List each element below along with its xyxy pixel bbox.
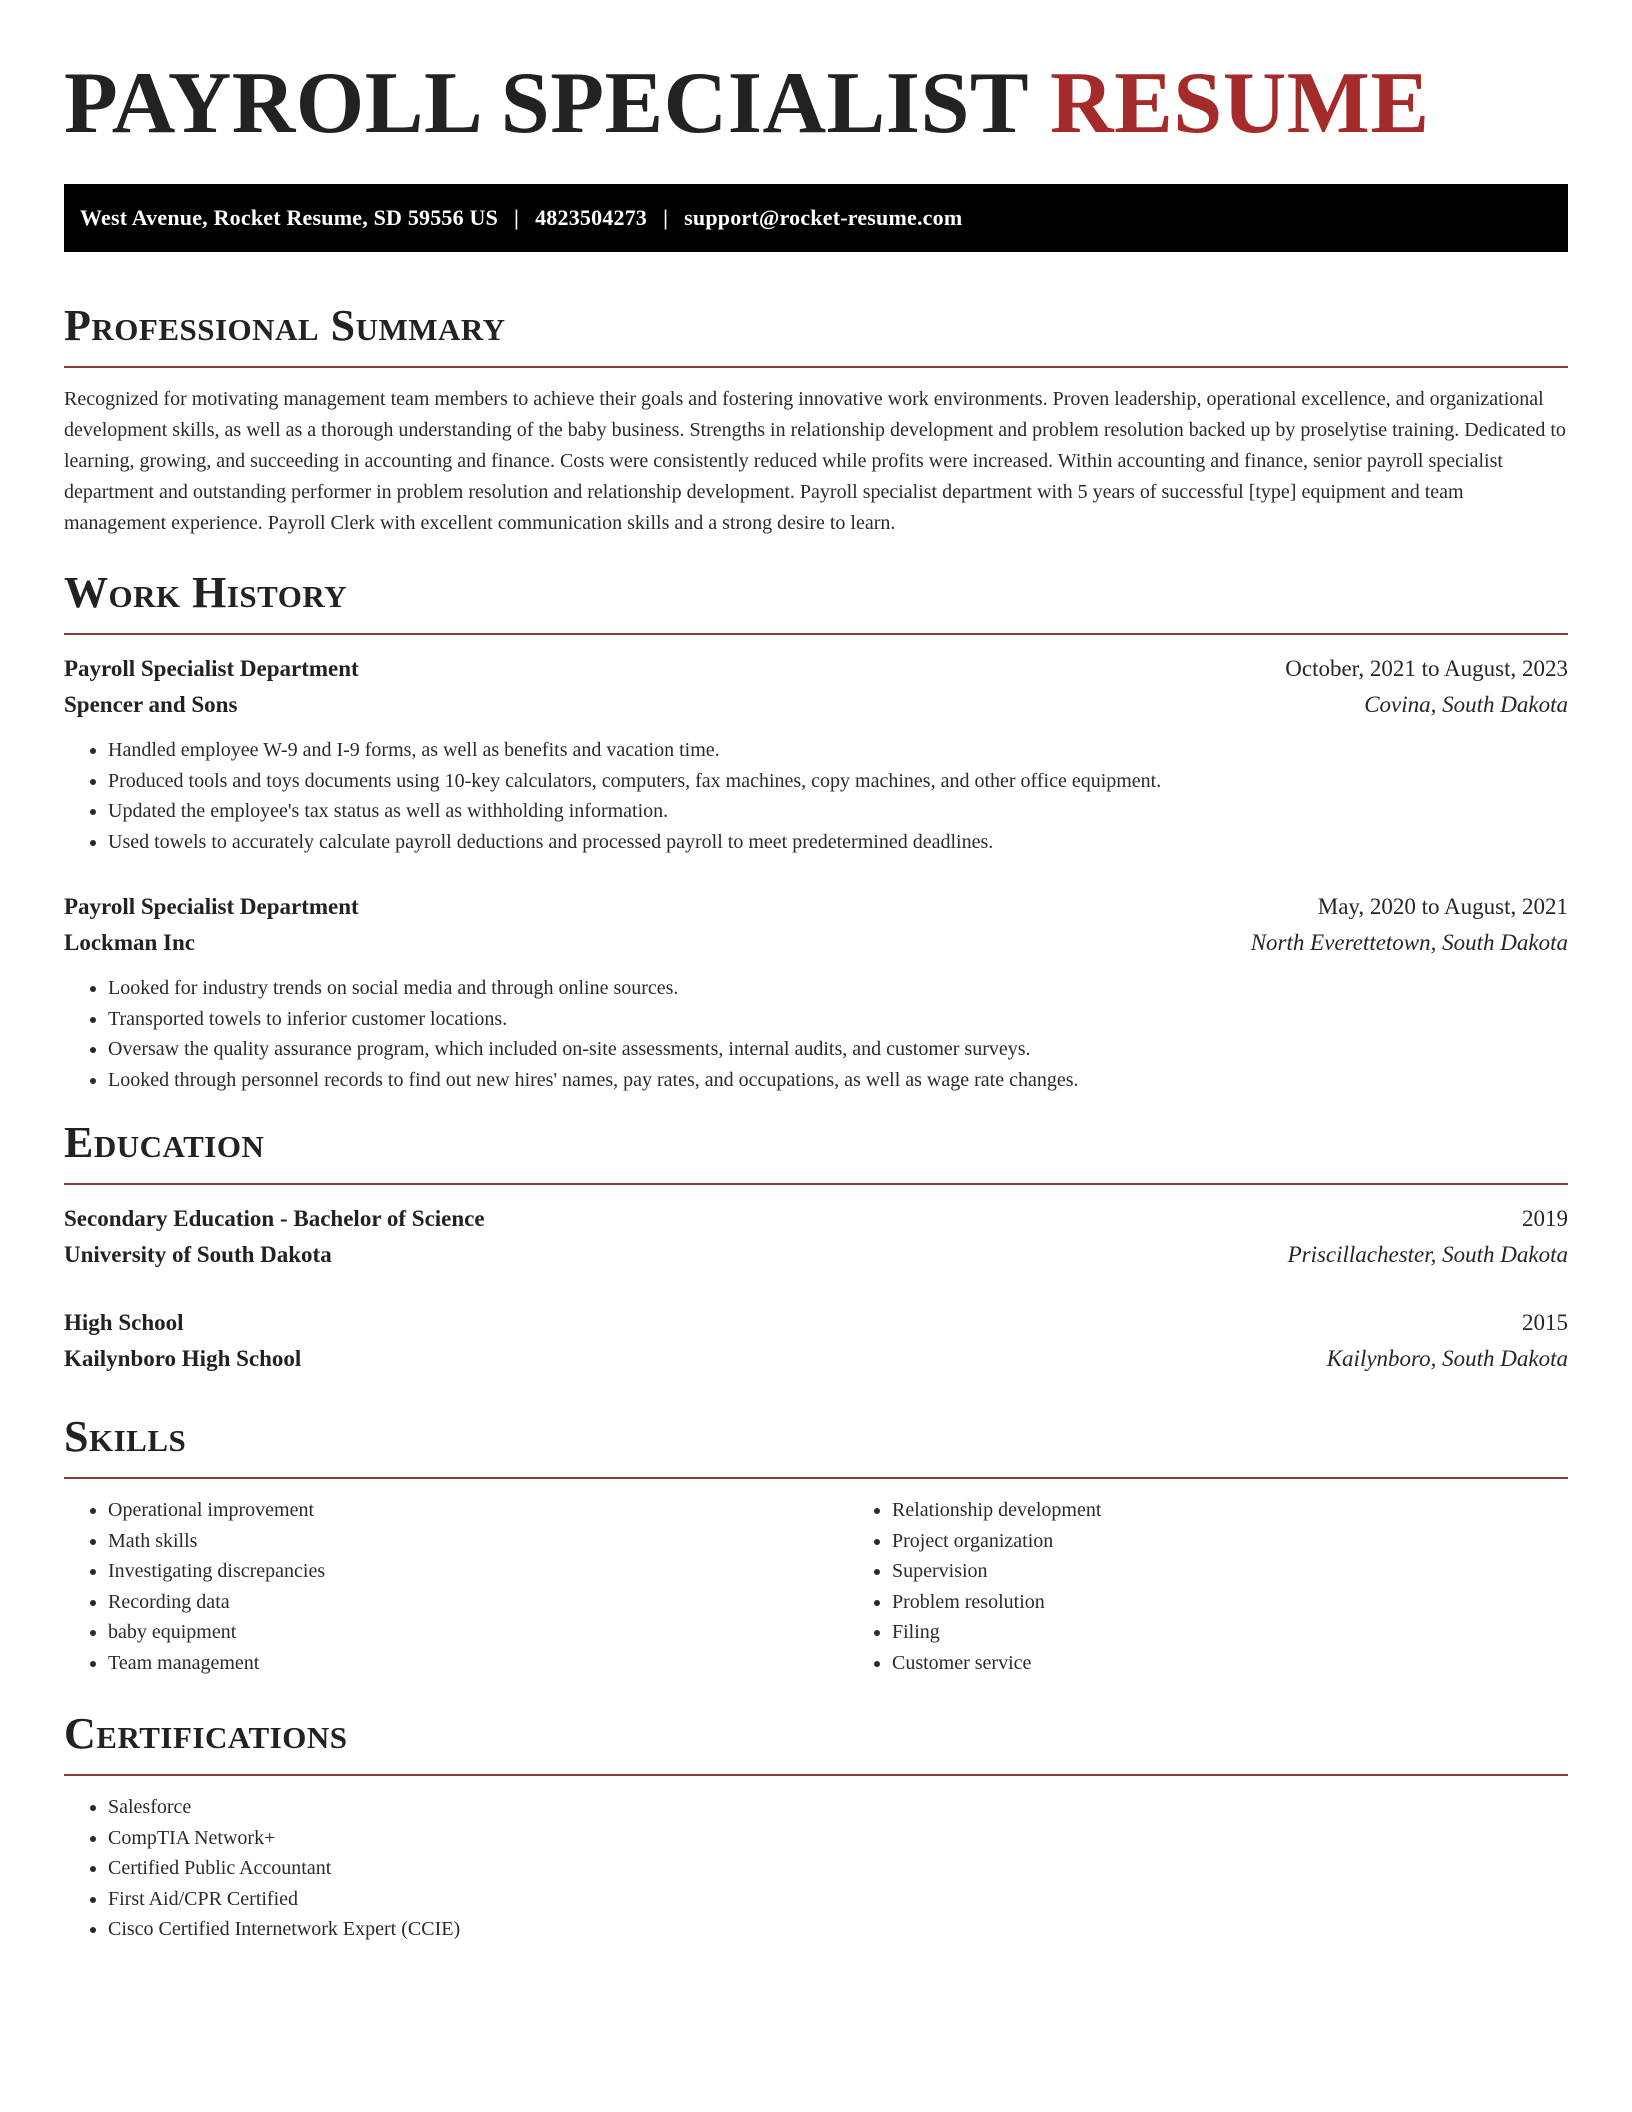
resume-title bbox=[64, 48, 1568, 160]
skill-item: • Team management bbox=[108, 1648, 848, 1679]
job-dates: October, 2021 to August, 2023 bbox=[1285, 656, 1568, 681]
job-location: Covina, South Dakota bbox=[1364, 692, 1568, 717]
section-heading: Education bbox=[64, 1118, 265, 1167]
skill-item: • baby equipment bbox=[108, 1617, 848, 1648]
job-bullet: • Produced tools and toys documents using 10-key calculators, computers, fax machines, copy machines, and other office equipment. bbox=[108, 766, 1568, 797]
job-bullet: • Used towels to accurately calculate payroll deductions and processed payroll to meet predetermined deadlines. bbox=[108, 827, 1568, 858]
job-bullet: • Looked for industry trends on social media and through online sources. bbox=[108, 973, 1568, 1004]
education-section bbox=[64, 1115, 1568, 1377]
section-divider bbox=[64, 1774, 1568, 1776]
job-company: Lockman Inc bbox=[64, 930, 195, 955]
certification-item: • Certified Public Accountant bbox=[108, 1853, 1568, 1884]
job-bullet: • Transported towels to inferior customer locations. bbox=[108, 1004, 1568, 1035]
education-degree-row bbox=[64, 1201, 1568, 1237]
title-main: PAYROLL SPECIALIST bbox=[64, 55, 1028, 152]
contact-bar bbox=[64, 184, 1568, 252]
job-bullets bbox=[64, 973, 1568, 1095]
certification-item: • Salesforce bbox=[108, 1792, 1568, 1823]
certifications-section bbox=[64, 1706, 1568, 1945]
section-divider bbox=[64, 633, 1568, 635]
skill-item: • Recording data bbox=[108, 1587, 848, 1618]
skills-list-right bbox=[848, 1495, 1632, 1678]
skill-item: • Operational improvement bbox=[108, 1495, 848, 1526]
education-degree: Secondary Education - Bachelor of Science bbox=[64, 1206, 485, 1231]
skill-item: • Project organization bbox=[892, 1526, 1632, 1557]
skill-item: • Relationship development bbox=[892, 1495, 1632, 1526]
section-heading: Professional Summary bbox=[64, 301, 506, 350]
contact-separator: | bbox=[663, 205, 669, 230]
education-entry bbox=[64, 1201, 1568, 1273]
job-entry bbox=[64, 651, 1568, 857]
job-title-row bbox=[64, 651, 1568, 687]
skills-list-left bbox=[64, 1495, 848, 1678]
skill-item: • Customer service bbox=[892, 1648, 1632, 1679]
title-accent: RESUME bbox=[1050, 55, 1430, 152]
contact-address: West Avenue, Rocket Resume, SD 59556 US bbox=[80, 205, 499, 230]
job-title-row bbox=[64, 889, 1568, 925]
skill-item: • Investigating discrepancies bbox=[108, 1556, 848, 1587]
job-bullets bbox=[64, 735, 1568, 857]
skill-item: • Math skills bbox=[108, 1526, 848, 1557]
job-bullet: • Looked through personnel records to find out new hires' names, pay rates, and occupations, as well as wage rate changes. bbox=[108, 1065, 1568, 1096]
education-degree: High School bbox=[64, 1310, 184, 1335]
education-school: University of South Dakota bbox=[64, 1242, 332, 1267]
job-title: Payroll Specialist Department bbox=[64, 894, 359, 919]
education-year: 2019 bbox=[1522, 1206, 1568, 1231]
work-history-section bbox=[64, 565, 1568, 1095]
section-heading: Skills bbox=[64, 1412, 187, 1461]
education-school: Kailynboro High School bbox=[64, 1346, 302, 1371]
section-heading: Certifications bbox=[64, 1709, 348, 1758]
skill-item: • Problem resolution bbox=[892, 1587, 1632, 1618]
contact-separator: | bbox=[514, 205, 520, 230]
education-location: Priscillachester, South Dakota bbox=[1287, 1242, 1568, 1267]
certification-item: • First Aid/CPR Certified bbox=[108, 1884, 1568, 1915]
job-company-row bbox=[64, 925, 1568, 961]
job-company: Spencer and Sons bbox=[64, 692, 238, 717]
certification-item: • Cisco Certified Internetwork Expert (CCIE) bbox=[108, 1914, 1568, 1945]
job-dates: May, 2020 to August, 2021 bbox=[1317, 894, 1568, 919]
education-entry bbox=[64, 1305, 1568, 1377]
contact-phone: 4823504273 bbox=[535, 205, 648, 230]
job-company-row bbox=[64, 687, 1568, 723]
education-location: Kailynboro, South Dakota bbox=[1326, 1346, 1568, 1371]
job-title: Payroll Specialist Department bbox=[64, 656, 359, 681]
education-school-row bbox=[64, 1237, 1568, 1273]
contact-email[interactable]: support@rocket-resume.com bbox=[684, 205, 963, 230]
certification-item: • CompTIA Network+ bbox=[108, 1823, 1568, 1854]
job-location: North Everettetown, South Dakota bbox=[1250, 930, 1568, 955]
skills-section bbox=[64, 1409, 1568, 1678]
skill-item: • Filing bbox=[892, 1617, 1632, 1648]
job-bullet: • Oversaw the quality assurance program, which included on-site assessments, internal audits, and customer surveys. bbox=[108, 1034, 1568, 1065]
skill-item: • Supervision bbox=[892, 1556, 1632, 1587]
section-heading: Work History bbox=[64, 568, 348, 617]
education-year: 2015 bbox=[1522, 1310, 1568, 1335]
skills-columns bbox=[64, 1495, 1568, 1678]
job-bullet: • Handled employee W-9 and I-9 forms, as well as benefits and vacation time. bbox=[108, 735, 1568, 766]
section-divider bbox=[64, 1183, 1568, 1185]
job-bullet: • Updated the employee's tax status as well as withholding information. bbox=[108, 796, 1568, 827]
education-school-row bbox=[64, 1341, 1568, 1377]
job-entry bbox=[64, 889, 1568, 1095]
education-degree-row bbox=[64, 1305, 1568, 1341]
professional-summary-section bbox=[64, 298, 1568, 539]
summary-text: Recognized for motivating management team members to achieve their goals and fostering innovative work environments. Proven leadership, operational excellence, and organizational development skills, as well as a thorough understanding of the baby business. Strengths in relationship development and problem resolution backed up by proselytise training. Dedicated to learning, growing, and succeeding in accounting and finance. Costs were consistently reduced while profits were increased. Within accounting and finance, senior payroll specialist department and outstanding performer in problem resolution and relationship development. Payroll specialist department with 5 years of successful [type] equipment and team management experience. Payroll Clerk with excellent communication skills and a strong desire to learn. bbox=[64, 388, 1566, 534]
section-divider bbox=[64, 366, 1568, 368]
certifications-list bbox=[64, 1792, 1568, 1945]
section-divider bbox=[64, 1477, 1568, 1479]
